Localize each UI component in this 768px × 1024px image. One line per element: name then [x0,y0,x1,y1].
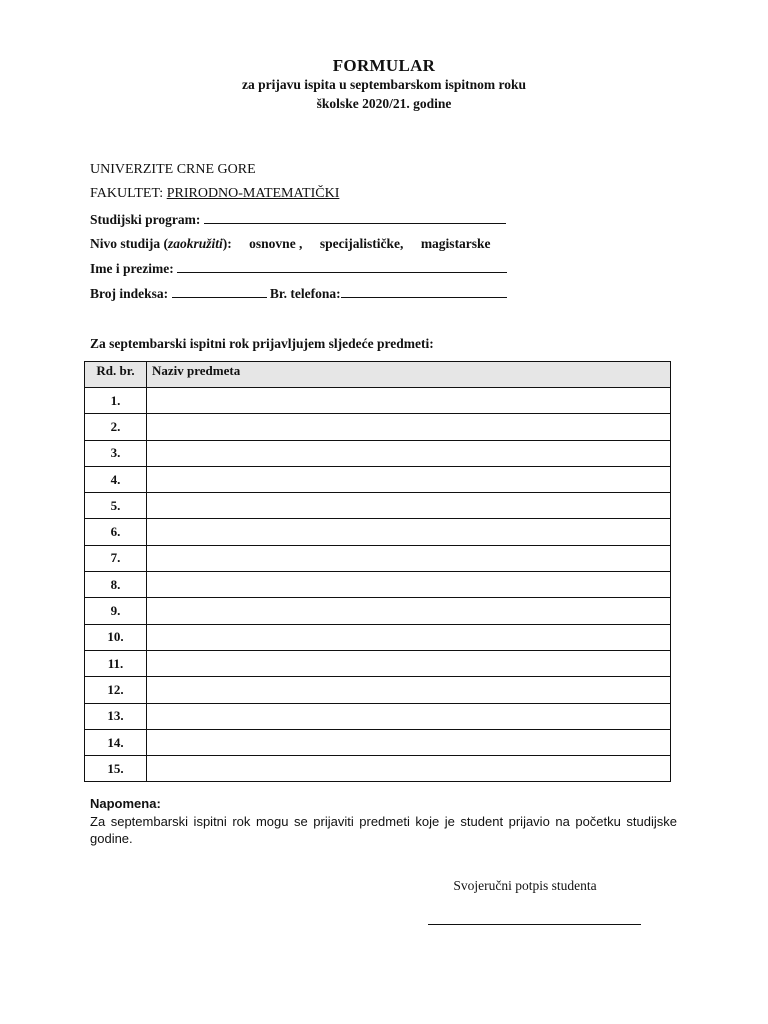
study-program-field[interactable] [204,211,506,224]
row-number: 3. [85,440,147,466]
signature-line[interactable] [428,924,641,925]
study-level-line [90,236,491,252]
study-level-label-end: ): [222,236,232,251]
study-program-label: Studijski program: [90,212,204,227]
faculty-label: FAKULTET: [90,186,167,201]
full-name-label: Ime i prezime: [90,261,178,276]
subject-name-cell[interactable] [147,624,671,650]
subject-name-cell[interactable] [147,414,671,440]
form-title: FORMULAR [332,56,436,75]
study-level-option-master[interactable]: magistarske [420,236,491,251]
table-row [85,440,671,466]
row-number: 12. [85,677,147,703]
subjects-table [84,361,671,782]
subject-name-cell[interactable] [147,572,671,598]
table-row [85,572,671,598]
column-header-subject: Naziv predmeta [147,362,671,388]
table-row [85,677,671,703]
faculty-value: PRIRODNO-MATEMATIČKI [166,186,340,201]
subject-name-cell[interactable] [147,677,671,703]
signature-label: Svojeručni potpis studenta [453,878,597,893]
table-row [85,598,671,624]
row-number: 5. [85,493,147,519]
full-name-field[interactable] [177,260,507,273]
subject-name-cell[interactable] [147,545,671,571]
study-level-label-start: Nivo studija ( [90,236,169,251]
table-row [85,545,671,571]
study-program-line [90,211,506,228]
row-number: 10. [85,624,147,650]
table-row [85,414,671,440]
phone-label: Br. telefona: [266,286,341,301]
index-phone-line [90,285,507,302]
table-row [85,650,671,676]
row-number: 9. [85,598,147,624]
subject-name-cell[interactable] [147,493,671,519]
table-row [85,624,671,650]
subject-name-cell[interactable] [147,440,671,466]
subject-name-cell[interactable] [147,388,671,414]
row-number: 14. [85,729,147,755]
form-subtitle-line2: školske 2020/21. godine [316,96,452,111]
subject-name-cell[interactable] [147,703,671,729]
column-header-number: Rd. br. [85,362,147,388]
table-row [85,729,671,755]
index-number-label: Broj indeksa: [90,286,172,301]
table-row [85,703,671,729]
row-number: 15. [85,756,147,782]
faculty-line [90,186,339,202]
note-title: Napomena: [90,796,161,811]
row-number: 13. [85,703,147,729]
subjects-intro: Za septembarski ispitni rok prijavljujem sljedeće predmeti: [90,336,434,351]
table-row [85,756,671,782]
subject-name-cell[interactable] [147,650,671,676]
table-row [85,466,671,492]
table-row [85,388,671,414]
row-number: 4. [85,466,147,492]
index-number-field[interactable] [172,285,267,298]
phone-field[interactable] [341,285,507,298]
table-row [85,493,671,519]
subject-name-cell[interactable] [147,519,671,545]
table-row [85,519,671,545]
study-level-option-specialist[interactable]: specijalističke, [319,236,404,251]
subject-name-cell[interactable] [147,598,671,624]
row-number: 6. [85,519,147,545]
subject-name-cell[interactable] [147,756,671,782]
form-subtitle-line1: za prijavu ispita u septembarskom ispitnom roku [241,77,527,92]
table-header-row [85,362,671,388]
note-text: Za septembarski ispitni rok mogu se prijaviti predmeti koje je student prijavio na početku studijske godine. [90,814,677,846]
study-level-label-emph: zaokružiti [168,236,223,251]
row-number: 8. [85,572,147,598]
row-number: 2. [85,414,147,440]
university-name: UNIVERZITE CRNE GORE [90,162,256,177]
study-level-option-basic[interactable]: osnovne , [249,236,303,251]
full-name-line [90,260,507,277]
subject-name-cell[interactable] [147,729,671,755]
subject-name-cell[interactable] [147,466,671,492]
row-number: 7. [85,545,147,571]
row-number: 11. [85,650,147,676]
row-number: 1. [85,388,147,414]
